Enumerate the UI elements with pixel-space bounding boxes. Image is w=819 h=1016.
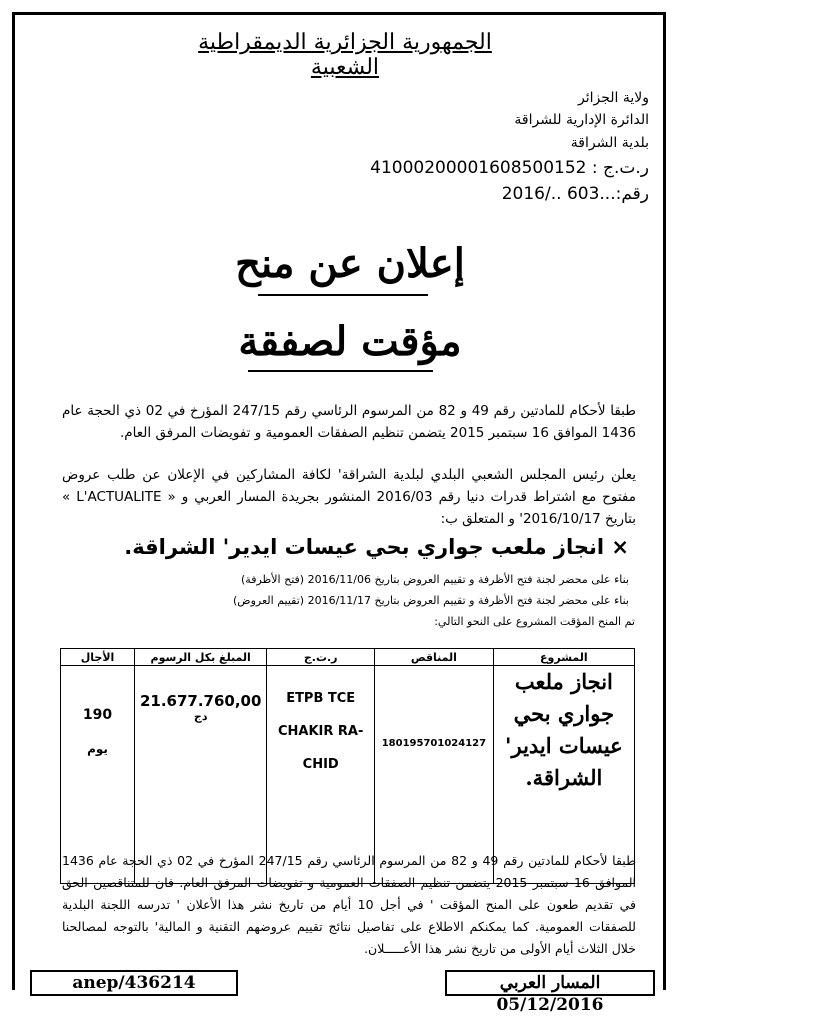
wilaya-line: ولاية الجزائر bbox=[577, 90, 649, 106]
rc-line: ر.ت.ج : 41000200001608500152 bbox=[370, 158, 649, 178]
amount-currency: دج bbox=[193, 710, 208, 723]
header-amount: المبلغ بكل الرسوم bbox=[135, 649, 267, 666]
table-header-row bbox=[61, 649, 635, 666]
republic-heading: الجمهورية الجزائرية الديمقراطية الشعبية bbox=[198, 30, 492, 80]
number-line: رقم:...603 ../2016 bbox=[501, 184, 649, 204]
duration-unit: يوم bbox=[87, 742, 108, 756]
daira-line: الدائرة الإدارية للشراقة bbox=[514, 112, 649, 128]
footer-anep-ref: anep/436214 bbox=[30, 970, 238, 996]
header-project: المشروع bbox=[493, 649, 634, 666]
cell-rc: ETPB TCE CHAKIR RA-CHID bbox=[267, 666, 375, 884]
evaluation-basis-line: بناء على محضر لجنة فتح الأظرفة و تقييم العروض بتاريخ 2016/11/17 (تقييم العروض) bbox=[233, 594, 629, 607]
cell-project: انجاز ملعب جواري بحي عيسات ايدير' الشراقة. bbox=[493, 666, 634, 884]
project-title: × انجاز ملعب جواري بحي عيسات ايدير' الشراقة. bbox=[124, 535, 629, 559]
title-underline-1 bbox=[258, 294, 428, 296]
title-line-2: مؤقت لصفقة bbox=[238, 318, 462, 365]
footer-newspaper-date: المسار العربي 05/12/2016 bbox=[445, 970, 655, 996]
duration-value: 190 bbox=[82, 707, 113, 723]
header-contractor: المناقص bbox=[375, 649, 494, 666]
legal-basis-paragraph: طبقا لأحكام للمادتين رقم 49 و 82 من المرسوم الرئاسي رقم 247/15 المؤرخ في 02 ذي الحجة عام 1436 الموافق 16 سبتمبر 2015 يتضمن تنظيم الصفقات العمومية و تفويضات المرفق العام. bbox=[62, 403, 636, 441]
appeal-paragraph: طبقا لأحكام للمادتين رقم 49 و 82 من المرسوم الرئاسي رقم 247/15 المؤرخ في 02 ذي الحجة عام 1436 الموافق 16 سبتمبر 2015 يتضمن تنظيم الصفقات العمومية و تفويضات المرفق العام. فان للمتناقصين الحق في تقديم طعون على المنح المؤقت ' في أجل 10 أيام من تاريخ نشر هذا الأعلان ' تدرسه اللجنة البلدية للصفقات العمومية. كما يمكنكم الاطلاع على تفاصيل نتائج تقييم عروضهم التقنية و المالية' بالتوجه لمصالحنا خلال الثلاث أيام الأولى من تاريخ نشر هذا الأعـــــلان. bbox=[62, 853, 637, 956]
header-duration: الأجال bbox=[61, 649, 135, 666]
commune-line: بلدية الشراقة bbox=[570, 135, 649, 151]
opening-basis-line: بناء على محضر لجنة فتح الأظرفة و تقييم العروض بتاريخ 2016/11/06 (فتح الأظرفة) bbox=[241, 573, 629, 586]
amount-value: 21.677.760,00 bbox=[139, 692, 262, 710]
award-table bbox=[60, 648, 635, 884]
announcement-paragraph: يعلن رئيس المجلس الشعبي البلدي لبلدية الشراقة' لكافة المشاركين في الإعلان عن طلب عروض مفتوح مع اشتراط قدرات دنيا رقم 2016/03 المنشور بجريدة المسار العربي و « L'ACTUALITE » بتاريخ 2016/10/17' و المتعلق ب: bbox=[62, 467, 636, 527]
title-line-1: إعلان عن منح bbox=[235, 240, 465, 287]
header-rc: ر.ت.ج bbox=[267, 649, 375, 666]
cell-contractor: 180195701024127 bbox=[375, 666, 494, 884]
award-intro-line: تم المنح المؤقت المشروع على النحو التالي: bbox=[434, 615, 635, 628]
title-underline-2 bbox=[248, 370, 433, 372]
